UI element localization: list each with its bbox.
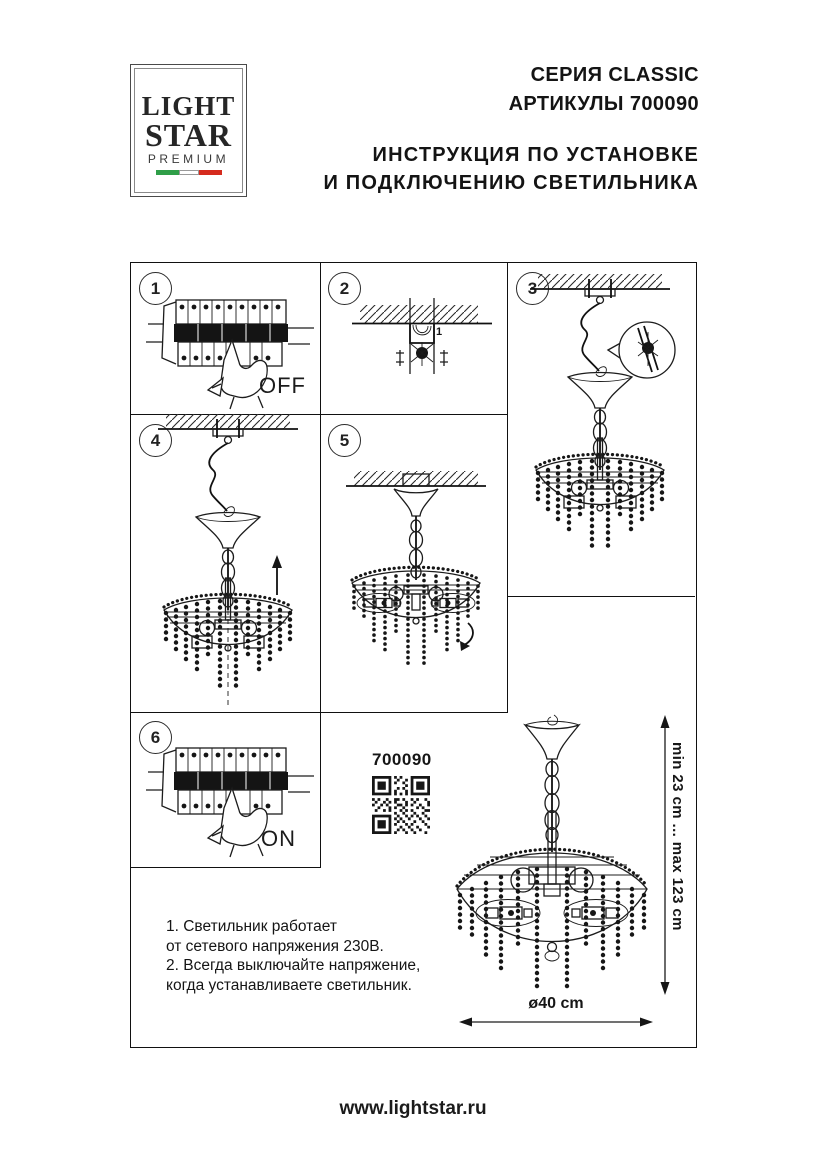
- up-arrow-icon: [272, 555, 282, 595]
- logo-word-premium: PREMIUM: [147, 152, 230, 166]
- website-url: www.lightstar.ru: [339, 1098, 487, 1119]
- bead-strands: [460, 869, 644, 989]
- doc-title-line1: ИНСТРУКЦИЯ ПО УСТАНОВКЕ: [372, 144, 699, 166]
- step-2-digit: 2: [339, 278, 350, 298]
- step-5-number: [328, 424, 361, 457]
- bead-strands: [354, 575, 478, 665]
- safety-notes: [166, 917, 456, 995]
- stem: [545, 759, 559, 852]
- chandelier-mounted-illustration: [336, 468, 496, 683]
- flag-green-stripe: [156, 170, 179, 175]
- hook-bracket: [410, 324, 434, 343]
- candle-bulbs: [476, 900, 628, 927]
- lightstar-logo: [130, 64, 247, 197]
- ceiling-hatch: [538, 274, 662, 289]
- logo-inner-frame: [134, 68, 243, 193]
- grid-divider: [507, 596, 696, 597]
- step-6-digit: 6: [150, 727, 161, 747]
- logo-word-star: STAR: [145, 117, 232, 153]
- on-label: ON: [261, 826, 296, 851]
- ceiling-hook-illustration: [352, 296, 492, 396]
- note-line: 1. Светильник работает: [166, 918, 337, 935]
- pointing-hand-icon: [208, 788, 267, 857]
- canopy: [394, 489, 438, 516]
- chandelier-dimension-illustration: [442, 712, 662, 1002]
- note-line: когда устанавливаете светильник.: [166, 976, 412, 994]
- off-label: OFF: [259, 373, 306, 398]
- power-wire: [209, 443, 228, 511]
- step-4-digit: 4: [150, 430, 161, 450]
- grid-divider: [507, 263, 508, 713]
- height-dimension-label: min 23 cm ... max 123 cm: [669, 742, 686, 931]
- stem: [222, 548, 235, 610]
- stem: [594, 408, 607, 470]
- canopy: [196, 513, 260, 549]
- step-1-digit: 1: [150, 278, 161, 298]
- qr-code: [372, 776, 430, 834]
- step-5-digit: 5: [339, 430, 350, 450]
- grid-divider: [131, 867, 321, 868]
- step-3-digit: 3: [527, 278, 538, 298]
- chandelier-hanging-illustration: [520, 270, 680, 570]
- note-line: 2. Всегда выключайте напряжение,: [166, 957, 421, 974]
- power-wire: [581, 303, 600, 371]
- hanging-loop: [548, 715, 558, 725]
- article-number: 700090: [372, 750, 432, 769]
- note-line: от сетевого напряжения 230В.: [166, 937, 384, 955]
- series-title: СЕРИЯ CLASSIC: [530, 64, 699, 86]
- ceiling-hatch: [354, 471, 478, 486]
- rotate-arrow-icon: [460, 623, 473, 651]
- article-title: АРТИКУЛЫ 700090: [508, 93, 699, 115]
- grid-divider: [320, 263, 321, 868]
- wiring-detail-bubble: [608, 322, 675, 378]
- canopy: [568, 373, 632, 409]
- doc-title-line2: И ПОДКЛЮЧЕНИЮ СВЕТИЛЬНИКА: [323, 172, 699, 194]
- flag-white-stripe: [179, 170, 199, 175]
- canopy: [525, 721, 579, 759]
- logo-word-light: LIGHT: [141, 91, 236, 121]
- ceiling-hatch: [360, 305, 478, 323]
- flag-red-stripe: [199, 170, 222, 175]
- italy-flag-icon: [156, 170, 222, 175]
- hook-part-label: 1: [436, 326, 443, 338]
- ceiling-hatch: [166, 414, 290, 429]
- chandelier-lift-illustration: [148, 410, 308, 710]
- diameter-dimension-arrow: [458, 1014, 654, 1030]
- diameter-dimension-label: ø40 cm: [528, 995, 584, 1012]
